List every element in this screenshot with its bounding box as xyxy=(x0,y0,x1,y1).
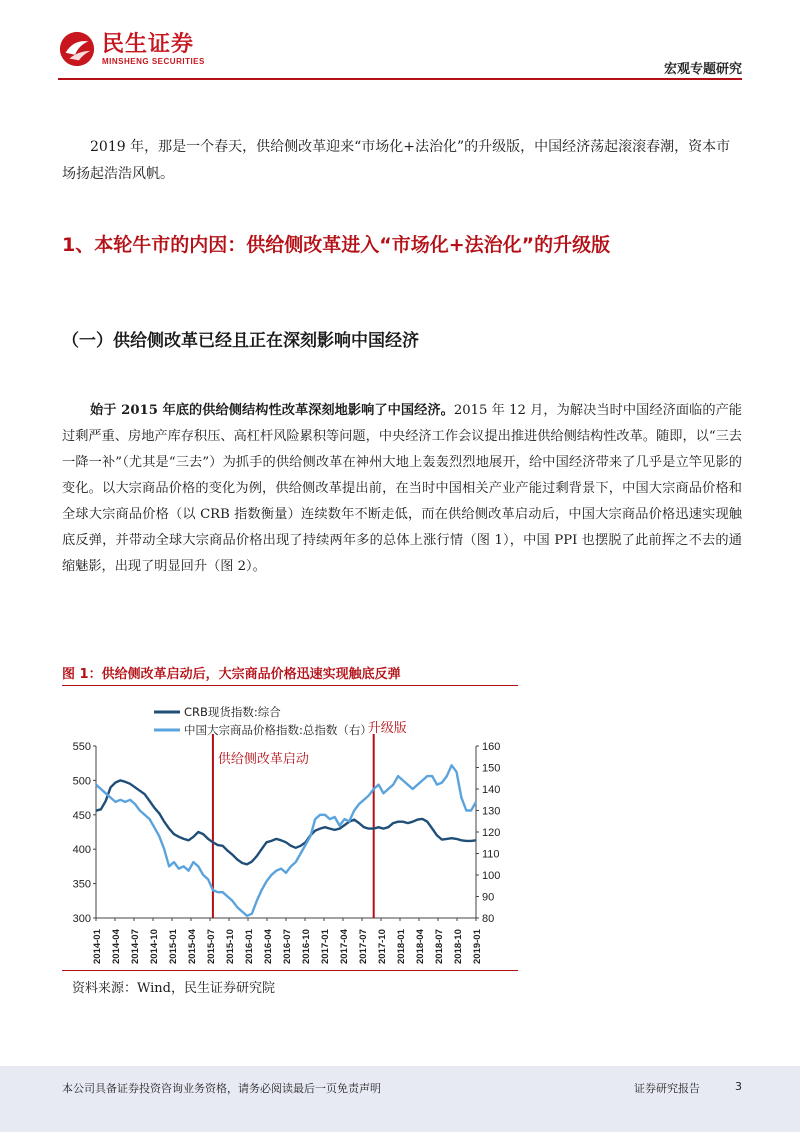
x-tick-label: 2018-10 xyxy=(453,929,464,964)
x-tick-label: 2018-01 xyxy=(396,929,407,964)
body-paragraph xyxy=(62,398,742,580)
section-title: 1、本轮牛市的内因：供给侧改革进入“市场化+法治化”的升级版 xyxy=(62,234,611,256)
page-number: 3 xyxy=(735,1080,742,1093)
x-tick-label: 2016-04 xyxy=(263,929,274,964)
x-tick-label: 2018-04 xyxy=(415,929,426,964)
right-tick-label: 140 xyxy=(482,784,501,796)
right-tick-label: 110 xyxy=(482,848,500,861)
x-tick-label: 2017-10 xyxy=(377,929,388,964)
right-tick-label: 150 xyxy=(482,762,501,775)
subsection-title: （一）供给侧改革已经且正在深刻影响中国经济 xyxy=(62,331,419,351)
commodity-price-chart xyxy=(62,690,518,968)
series-line-crb xyxy=(96,780,476,864)
header-divider xyxy=(58,78,742,80)
left-tick-label: 400 xyxy=(72,844,91,857)
right-tick-label: 90 xyxy=(482,891,495,904)
x-tick-label: 2014-10 xyxy=(149,929,160,964)
brand-name-cn: 民生证券 xyxy=(102,31,195,57)
right-tick-label: 80 xyxy=(482,913,495,925)
body-text: 2015 年 12 月，为解决当时中国经济面临的产能过剩严重、房地产库存积压、高杠杆风险累积等问题，中央经济工作会议提出推进供给侧结构性改革。随即，以“三去一降一补”（尤其是“三去”）为抓手的供给侧改革在神州大地上轰轰烈烈地展开，给中国经济带来了几乎是立竿见影的变化。以大宗商品价格的变化为例，供给侧改革提出前，在当时中国相关产业产能过剩背景下，中国大宗商品价格和全球大宗商品价格（以 CRB 指数衡量）连续数年不断走低，而在供给侧改革启动后，中国大宗商品价格迅速实现触底反弹，并带动全球大宗商品价格出现了持续两年多的总体上涨行情（图 1），中国 PPI 也摆脱了此前挥之不去的通缩魅影，出现了明显回升（图 2）。 xyxy=(62,403,742,574)
x-tick-label: 2015-04 xyxy=(187,929,198,964)
page-footer xyxy=(0,1066,800,1132)
series-line-china-commodity xyxy=(96,765,476,916)
x-tick-label: 2016-07 xyxy=(282,929,293,964)
legend-label: CRB现货指数:综合 xyxy=(184,705,281,719)
legend-label: 中国大宗商品价格指数:总指数（右） xyxy=(184,723,372,737)
intro-paragraph: 2019 年，那是一个春天，供给侧改革迎来“市场化+法治化”的升级版，中国经济荡起滚滚春潮，资本市场扬起浩浩风帆。 xyxy=(62,139,731,182)
figure-source: 资料来源：Wind，民生证券研究院 xyxy=(72,981,275,996)
x-tick-label: 2016-01 xyxy=(244,929,255,964)
x-tick-label: 2014-01 xyxy=(92,929,103,964)
x-tick-label: 2017-04 xyxy=(339,929,350,964)
report-type: 宏观专题研究 xyxy=(663,62,742,77)
figure-bottom-rule xyxy=(62,970,518,971)
left-tick-label: 550 xyxy=(72,741,91,753)
left-tick-label: 450 xyxy=(72,809,91,822)
right-tick-label: 120 xyxy=(482,827,501,839)
footer-disclaimer: 本公司具备证券投资咨询业务资格，请务必阅读最后一页免责声明 xyxy=(62,1082,381,1095)
x-tick-label: 2015-07 xyxy=(206,929,217,964)
minsheng-logo-icon xyxy=(58,30,96,68)
figure-title: 图 1：供给侧改革启动后，大宗商品价格迅速实现触底反弹 xyxy=(62,667,401,682)
left-tick-label: 500 xyxy=(72,775,91,788)
brand-logo xyxy=(58,30,205,68)
annotation-label: 供给侧改革启动 xyxy=(217,752,309,767)
figure-top-rule xyxy=(62,685,518,686)
annotation-label: 升级版 xyxy=(367,721,407,736)
body-lead-sentence: 始于 2015 年底的供给侧结构性改革深刻地影响了中国经济。 xyxy=(90,403,454,418)
x-tick-label: 2016-10 xyxy=(301,929,312,964)
right-tick-label: 100 xyxy=(482,870,501,882)
x-tick-label: 2017-01 xyxy=(320,929,331,964)
x-tick-label: 2014-07 xyxy=(130,929,141,964)
page-header xyxy=(0,0,800,80)
footer-report-label: 证券研究报告 xyxy=(634,1082,700,1095)
x-tick-label: 2019-01 xyxy=(472,929,483,964)
x-tick-label: 2015-01 xyxy=(168,929,179,964)
x-tick-label: 2018-07 xyxy=(434,929,445,964)
x-tick-label: 2015-10 xyxy=(225,929,236,964)
left-tick-label: 300 xyxy=(72,913,91,925)
brand-name-en: MINSHENG SECURITIES xyxy=(102,56,205,66)
x-tick-label: 2017-07 xyxy=(358,929,369,964)
right-tick-label: 160 xyxy=(482,741,501,753)
left-tick-label: 350 xyxy=(72,878,91,891)
right-tick-label: 130 xyxy=(482,805,501,818)
x-tick-label: 2014-04 xyxy=(111,929,122,964)
